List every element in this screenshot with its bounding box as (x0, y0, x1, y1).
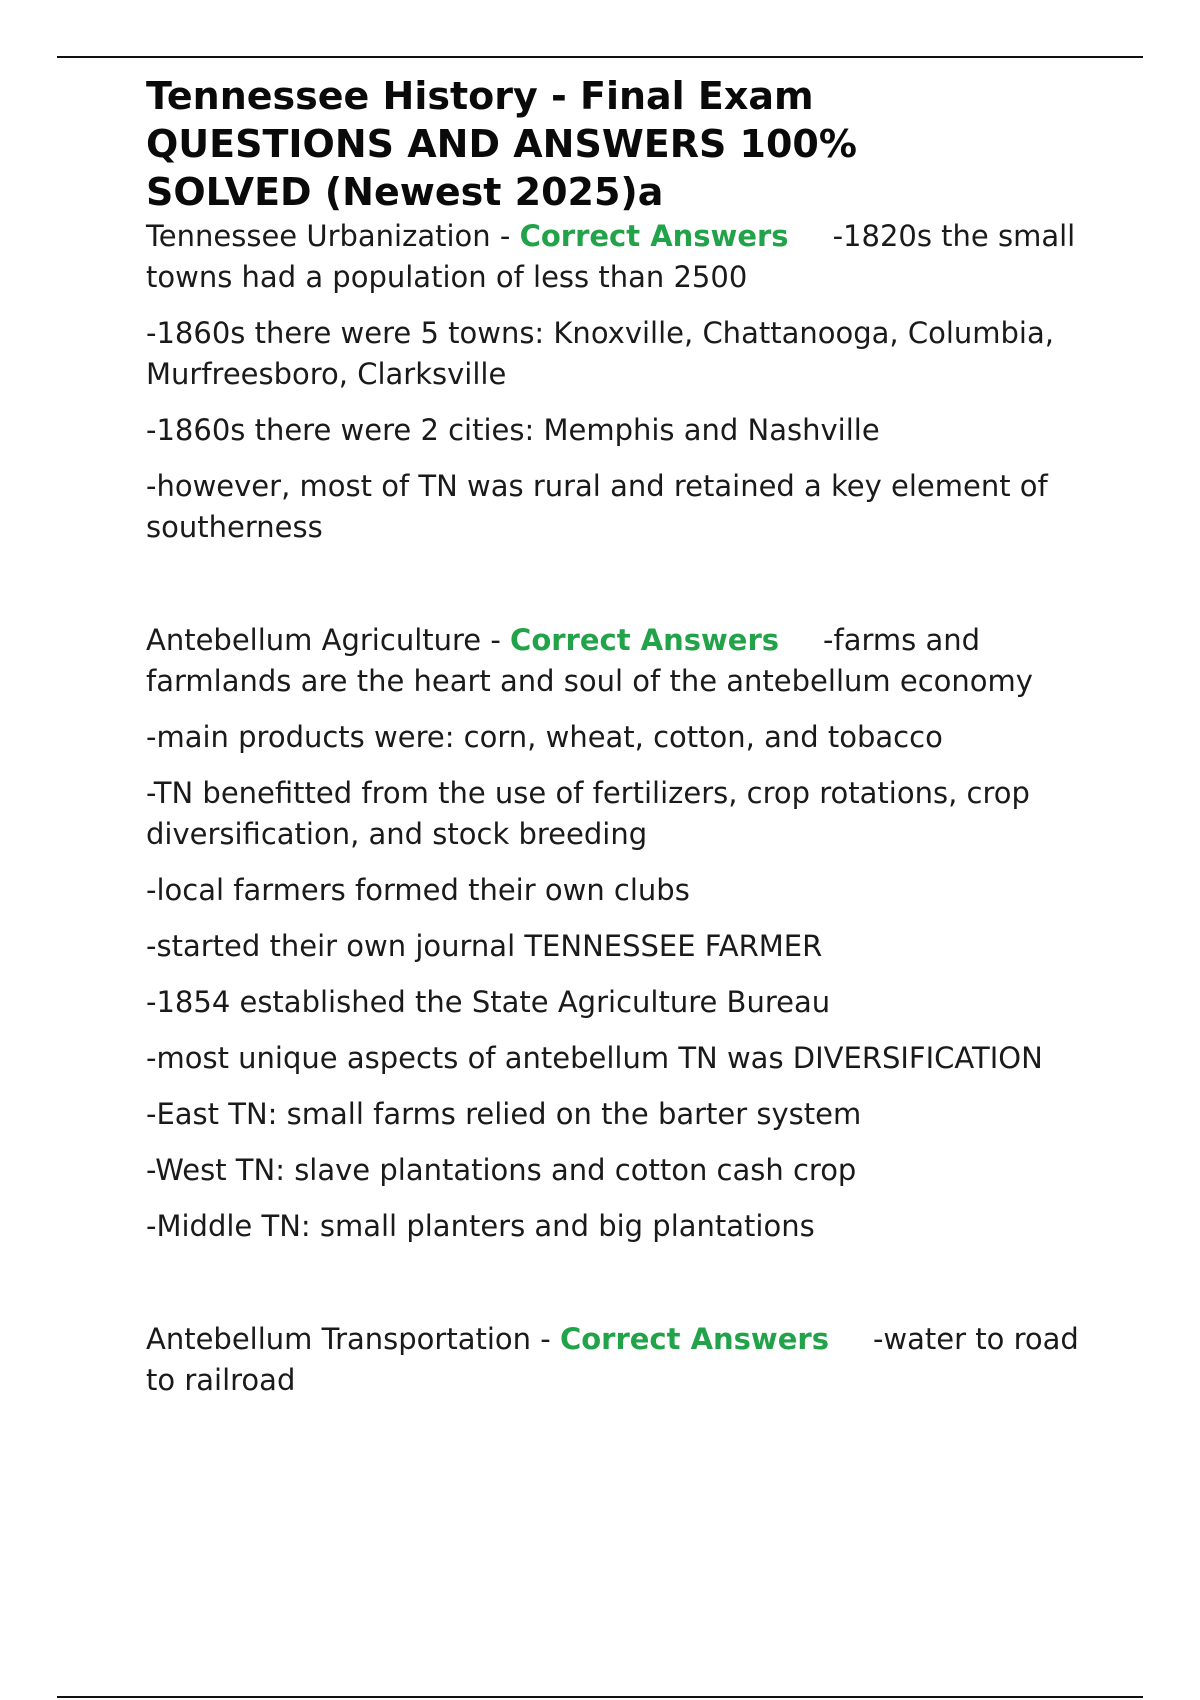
bottom-rule (57, 1696, 1143, 1698)
answer-bullet: -most unique aspects of antebellum TN was DIVERSIFICATION (146, 1041, 1043, 1075)
answer-bullet: -1860s there were 5 towns: Knoxville, Chattanooga, Columbia, Murfreesboro, Clarksville (146, 316, 1054, 391)
answer-bullet: -1860s there were 2 cities: Memphis and Nashville (146, 413, 880, 447)
answer-bullet: -Middle TN: small planters and big plantations (146, 1209, 815, 1243)
answer-bullet: -1854 established the State Agriculture Bureau (146, 985, 831, 1019)
answer-bullet: -main products were: corn, wheat, cotton, and tobacco (146, 720, 943, 754)
question-text: Antebellum Transportation - (146, 1322, 560, 1356)
answer-bullet: -West TN: slave plantations and cotton cash crop (146, 1153, 857, 1187)
answer-bullet: -however, most of TN was rural and retained a key element of southerness (146, 469, 1048, 544)
answer-bullet: -East TN: small farms relied on the barter system (146, 1097, 862, 1131)
question-text: Antebellum Agriculture - (146, 623, 511, 657)
qa-section-urbanization (146, 216, 1106, 548)
title-line-2: QUESTIONS AND ANSWERS 100% (146, 122, 857, 166)
correct-answers-label: Correct Answers (519, 219, 789, 253)
correct-answers-label: Correct Answers (559, 1322, 829, 1356)
qa-section-agriculture (146, 620, 1106, 1247)
title-line-3: SOLVED (Newest 2025)a (146, 170, 664, 214)
answer-text: -farms and farmlands are the heart and soul of the antebellum economy (146, 623, 1033, 698)
answer-bullet: -started their own journal TENNESSEE FARMER (146, 929, 823, 963)
document-title (146, 72, 1106, 216)
question-line (146, 620, 1106, 702)
question-line (146, 216, 1106, 298)
answer-text: -1820s the small towns had a population of less than 2500 (146, 219, 1076, 294)
top-rule (57, 56, 1143, 58)
question-text: Tennessee Urbanization - (146, 219, 520, 253)
title-line-1: Tennessee History - Final Exam (146, 74, 814, 118)
document-page (146, 72, 1106, 1401)
correct-answers-label: Correct Answers (510, 623, 780, 657)
answer-text: -water to road to railroad (146, 1322, 1079, 1397)
qa-section-transportation (146, 1319, 1106, 1401)
answer-bullet: -TN benefitted from the use of fertilizers, crop rotations, crop diversification, and stock breeding (146, 776, 1030, 851)
answer-bullet: -local farmers formed their own clubs (146, 873, 690, 907)
question-line (146, 1319, 1106, 1401)
